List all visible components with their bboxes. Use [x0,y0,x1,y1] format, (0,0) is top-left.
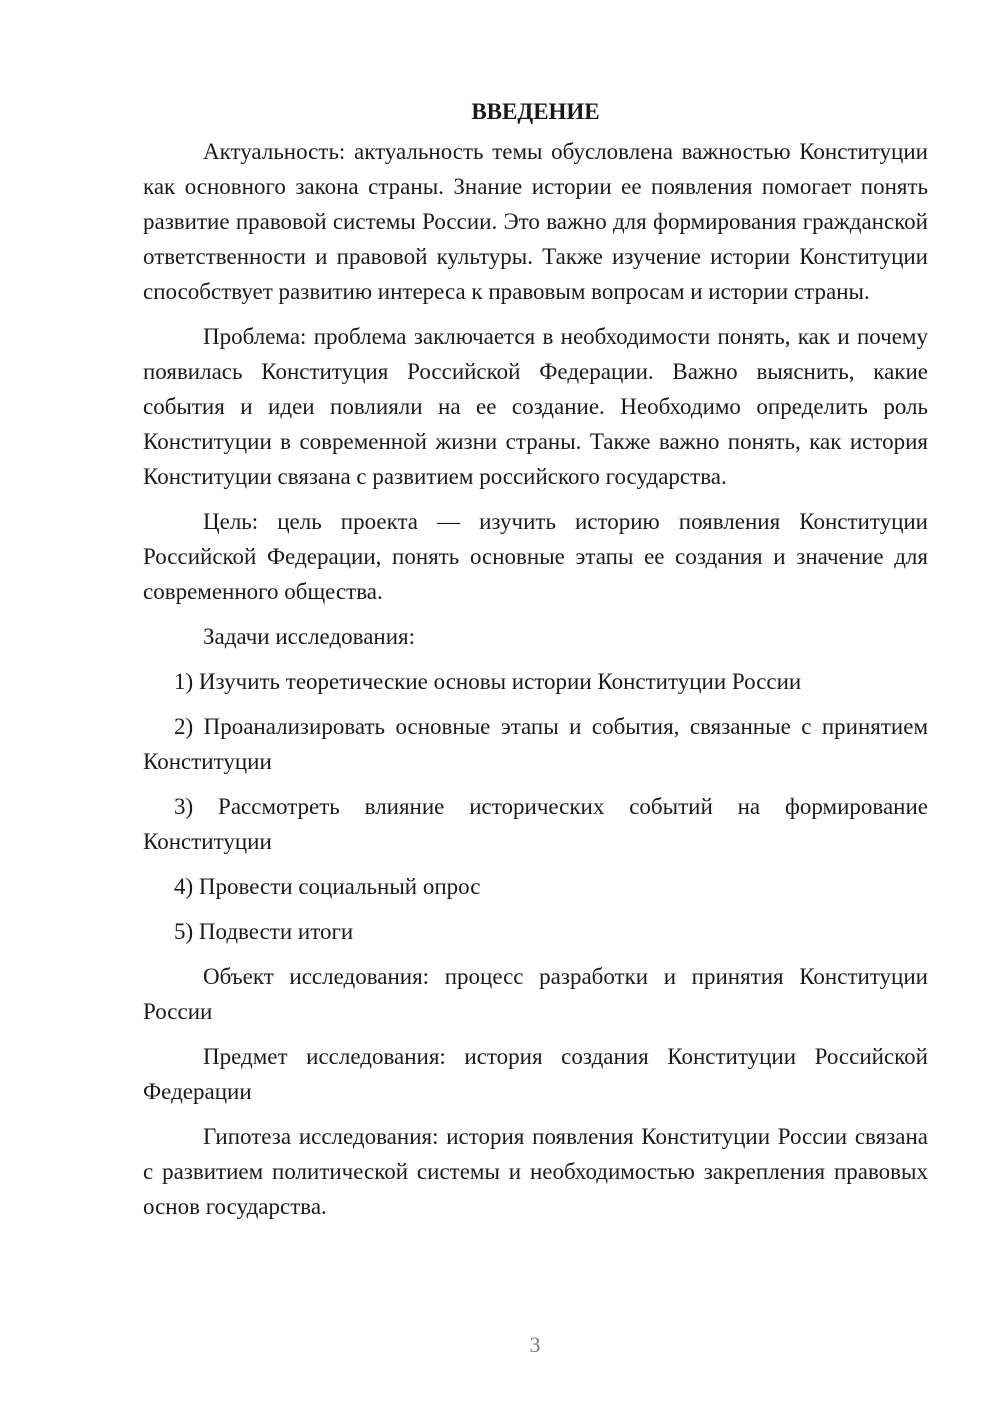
list-item: 2) Проанализировать основные этапы и события, связанные с принятием Конституции [143,714,928,774]
page-title: ВВЕДЕНИЕ [471,99,600,124]
tasks-title: Задачи исследования: [203,624,416,649]
tasks-list [143,664,928,949]
document-page [143,94,928,1224]
goal-paragraph: Цель: цель проекта — изучить историю появления Конституции Российской Федерации, понять основные этапы ее создания и значение для современного общества. [143,509,928,604]
subject-paragraph: Предмет исследования: история создания Конституции Российской Федерации [143,1044,928,1104]
list-item: 1) Изучить теоретические основы истории Конституции России [174,669,802,694]
object-paragraph: Объект исследования: процесс разработки и принятия Конституции России [143,964,928,1024]
list-item: 4) Провести социальный опрос [174,874,481,899]
list-item: 5) Подвести итоги [174,919,354,944]
list-item: 3) Рассмотреть влияние исторических событий на формирование Конституции [143,794,928,854]
problem-paragraph: Проблема: проблема заключается в необходимости понять, как и почему появилась Конституция Российской Федерации. Важно выяснить, какие события и идеи повлияли на ее создание. Необходимо определить роль Конституции в современной жизни страны. Также важно понять, как история Конституции связана с развитием российского государства. [143,324,928,489]
page-number: 3 [529,1332,541,1357]
hypothesis-paragraph: Гипотеза исследования: история появления Конституции России связана с развитием политической системы и необходимостью закрепления правовых основ государства. [143,1124,928,1219]
relevance-paragraph: Актуальность: актуальность темы обусловлена важностью Конституции как основного закона страны. Знание истории ее появления помогает понять развитие правовой системы России. Это важно для формирования гражданской ответственности и правовой культуры. Также изучение истории Конституции способствует развитию интереса к правовым вопросам и истории страны. [143,139,928,304]
